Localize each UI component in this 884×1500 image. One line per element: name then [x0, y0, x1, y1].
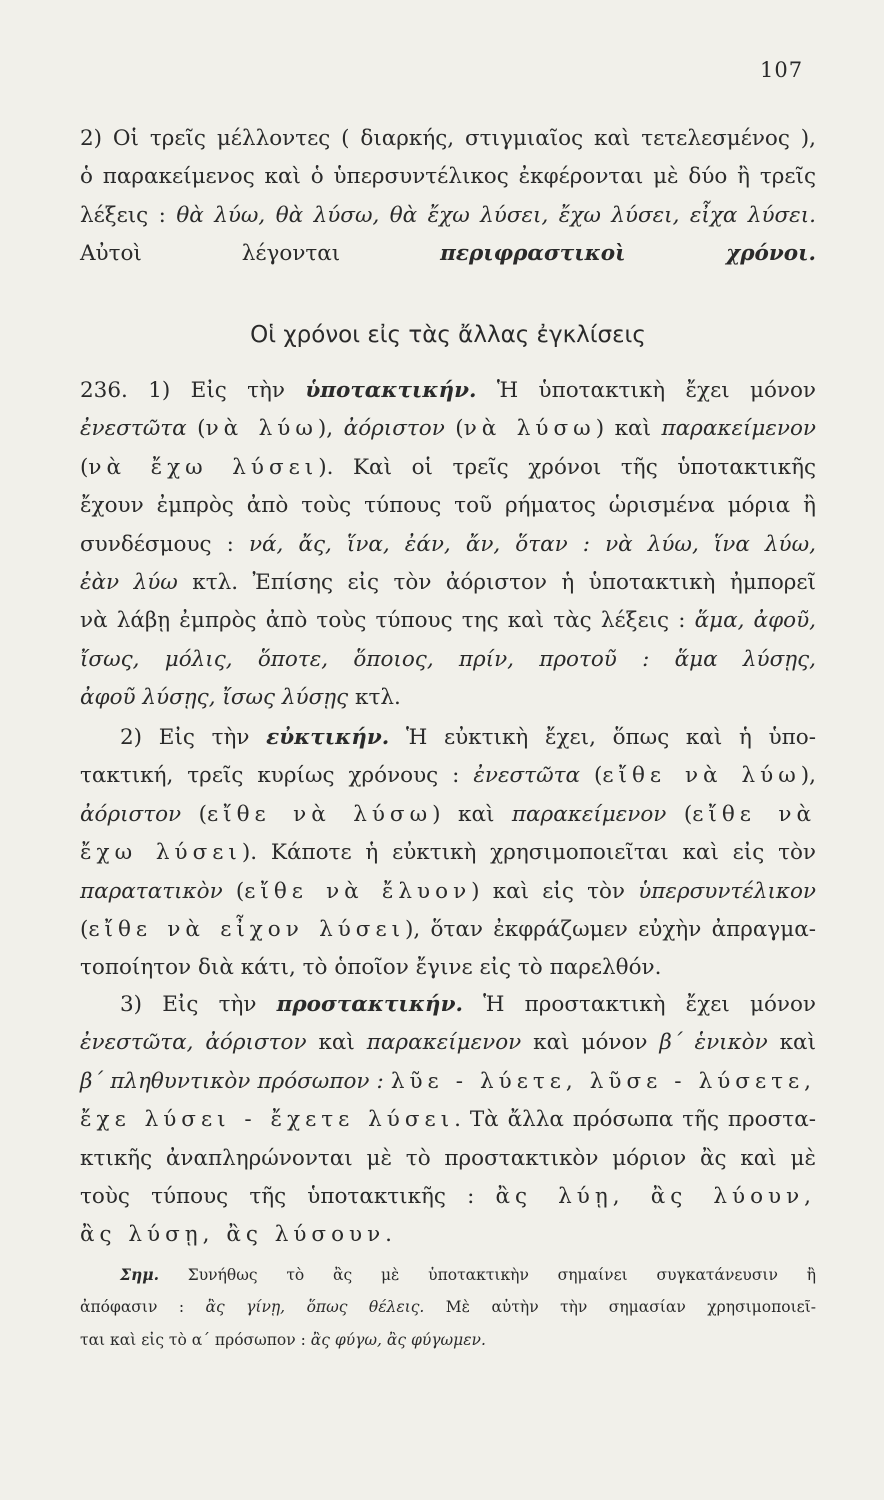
text-run: (	[580, 763, 603, 789]
text-run: 236. 1) Εἰς τὴν	[80, 378, 306, 403]
emphasized-text: παρακείμενον	[366, 1030, 522, 1056]
emphasized-text: ἐὰν λύω	[80, 569, 178, 595]
text-run: συνδέσμους :	[80, 531, 249, 557]
emphasized-text: ἀόριστον	[343, 416, 445, 442]
emphasized-text: νά, ἄς, ἵνα, ἐάν, ἄν, ὅταν : νὰ λύω, ἵνα λύω,	[248, 531, 816, 557]
text-run: τοὺς τύπους τῆς ὑποτακτικῆς :	[80, 1183, 496, 1209]
text-line	[80, 526, 816, 564]
emphasized-text: λῦε - λύετε, λῦσε - λύσετε,	[390, 1068, 816, 1094]
text-line	[80, 757, 816, 795]
emphasized-text: νὰ ἔχω λύσει	[88, 454, 319, 480]
text-line	[80, 1140, 816, 1178]
text-run: ),	[317, 416, 344, 442]
emphasized-text: ἂς φύγω, ἂς φύγωμεν.	[310, 1331, 486, 1349]
emphasized-text: ἐνεστῶτα, ἀόριστον	[80, 1030, 307, 1056]
text-line	[80, 834, 816, 872]
text-line	[80, 679, 816, 717]
text-run: ) καὶ εἰς τὸν	[471, 878, 639, 904]
text-run: ἀπόφασιν :	[80, 1298, 206, 1316]
text-line	[80, 235, 816, 273]
text-run: ) καὶ	[595, 416, 662, 442]
text-line	[80, 1101, 816, 1139]
text-run: ), ὅταν ἐκφράζωμεν εὐχὴν ἀπραγμα-	[405, 916, 816, 942]
emphasized-text: ἔχε λύσει - ἔχετε λύσει	[80, 1107, 455, 1133]
text-run: 2) Εἰς τὴν	[120, 725, 267, 750]
text-run: ),	[800, 763, 816, 789]
emphasized-text: παρακείμενον	[661, 416, 816, 442]
bold-term: περιφραστικοὶ χρόνοι.	[440, 241, 816, 267]
text-line	[80, 986, 816, 1024]
text-line	[80, 1216, 816, 1254]
text-run: τακτική, τρεῖς κυρίως χρόνους :	[80, 763, 474, 789]
text-run: ται καὶ εἰς τὸ α΄ πρόσωπον :	[80, 1331, 311, 1349]
text-line	[80, 158, 816, 196]
emphasized-text: παρακείμενον	[511, 801, 667, 827]
text-run: (	[186, 416, 206, 442]
text-line	[80, 449, 816, 487]
emphasized-text: εἴθε νὰ εἶχον λύσει	[88, 916, 406, 942]
text-line	[80, 410, 816, 448]
emphasized-text: εἴθε νὰ	[692, 801, 816, 827]
text-run: 2) Οἱ τρεῖς μέλλοντες ( διαρκής, στιγμιαῖος καὶ τετελεσμένος ),	[80, 126, 816, 151]
text-run: Συνήθως τὸ ἂς μὲ ὑποτακτικὴν σημαίνει συγκατάνευσιν ἢ	[158, 1266, 816, 1284]
bold-term: προστακτικήν.	[276, 992, 463, 1017]
text-line	[80, 796, 816, 834]
text-line	[80, 564, 816, 602]
paragraph-periphrastic-tenses	[80, 120, 816, 274]
text-run: καὶ μόνον	[521, 1030, 660, 1056]
section-heading: Οἱ χρόνοι εἰς τὰς ἄλλας ἐγκλίσεις	[250, 322, 646, 348]
text-run: (	[444, 416, 464, 442]
text-run: (	[80, 916, 89, 942]
text-line	[80, 602, 816, 640]
emphasized-text: εἴθε νὰ ἔλυον	[244, 878, 472, 904]
emphasized-text: ἂς λύσῃ, ἂς λύσουν.	[80, 1222, 398, 1248]
emphasized-text: ἀφοῦ λύσῃς, ἴσως λύσῃς	[80, 685, 349, 711]
emphasized-text: ἔχω λύσει	[80, 840, 242, 866]
emphasized-text: β΄ ἑνικὸν	[659, 1030, 768, 1056]
emphasized-text: εἴθε νὰ λύσω	[207, 801, 433, 827]
text-line	[80, 1024, 816, 1062]
text-line	[80, 487, 816, 525]
text-run: (	[181, 801, 208, 827]
emphasized-text: παρατατικὸν	[80, 878, 223, 904]
bold-term: Σημ.	[120, 1265, 159, 1284]
text-line	[80, 1291, 816, 1324]
page-number: 107	[760, 58, 804, 82]
text-run: λέξεις :	[80, 202, 177, 228]
text-run: κτλ.	[348, 685, 401, 711]
footnote-remark	[80, 1258, 816, 1357]
text-line	[80, 1178, 816, 1216]
emphasized-text: ἀόριστον	[80, 801, 182, 827]
emphasized-text: νὰ λύω	[205, 416, 318, 442]
emphasized-text: νὰ λύσω	[463, 416, 596, 442]
text-run: ). Καὶ οἱ τρεῖς χρόνοι τῆς ὑποτακτικῆς	[318, 454, 816, 480]
text-run: Ἡ εὐκτικὴ ἔχει, ὅπως καὶ ἡ ὑπο-	[389, 725, 816, 750]
text-run: (	[666, 801, 693, 827]
text-line	[80, 641, 816, 679]
emphasized-text: εἴθε νὰ λύω	[602, 763, 801, 789]
text-line	[80, 372, 816, 410]
paragraph-subjunctive	[80, 372, 816, 718]
text-run: καὶ	[306, 1030, 367, 1056]
emphasized-text: ἐνεστῶτα	[473, 763, 581, 789]
text-line	[80, 873, 816, 911]
paragraph-optative	[80, 719, 816, 988]
text-run: ὁ παρακείμενος καὶ ὁ ὑπερσυντέλικος ἐκφέρονται μὲ δύο ἢ τρεῖς	[80, 164, 816, 190]
paragraph-imperative	[80, 986, 816, 1255]
text-line	[80, 719, 816, 757]
bold-term: ὑποτακτικήν.	[305, 378, 477, 403]
emphasized-text: ἂς γίνῃ, ὅπως θέλεις.	[205, 1298, 425, 1316]
text-run: Ἡ προστακτικὴ ἔχει μόνον	[462, 992, 816, 1017]
emphasized-text: β΄ πληθυντικὸν πρόσωπον :	[80, 1068, 391, 1094]
emphasized-text: θὰ λύω, θὰ λύσω, θὰ ἔχω λύσει, ἔχω λύσει, εἶχα λύσει.	[176, 202, 816, 228]
text-run: κτικῆς ἀναπληρώνονται μὲ τὸ προστακτικὸν μόριον ἂς καὶ μὲ	[80, 1145, 816, 1171]
text-run: ) καὶ	[432, 801, 512, 827]
text-run: ). Κάποτε ἡ εὐκτικὴ χρησιμοποιεῖται καὶ εἰς τὸν	[241, 840, 817, 866]
text-line	[80, 120, 816, 158]
text-run: ἔχουν ἐμπρὸς ἀπὸ τοὺς τύπους τοῦ ρήματος ὡρισμένα μόρια ἢ	[80, 493, 816, 519]
text-line	[80, 1063, 816, 1101]
text-run: Αὐτοὶ λέγονται	[80, 241, 441, 267]
text-line	[80, 197, 816, 235]
text-line	[80, 1324, 816, 1357]
emphasized-text: ἴσως, μόλις, ὅποτε, ὅποιος, πρίν, προτοῦ : ἅμα λύσῃς,	[80, 646, 816, 672]
text-line	[80, 911, 816, 949]
text-line	[80, 949, 816, 987]
text-run: (	[80, 454, 89, 480]
text-run: νὰ λάβῃ ἐμπρὸς ἀπὸ τοὺς τύπους της καὶ τὰς λέξεις :	[80, 608, 695, 634]
text-run: τοποίητον διὰ κάτι, τὸ ὁποῖον ἔγινε εἰς τὸ παρελθόν.	[80, 955, 662, 981]
emphasized-text: ἂς λύῃ, ἂς λύουν,	[495, 1183, 816, 1209]
bold-term: εὐκτικήν.	[266, 725, 390, 750]
emphasized-text: ὑπερσυντέλικον	[638, 878, 816, 904]
emphasized-text: ἐνεστῶτα	[80, 416, 187, 442]
emphasized-text: ἅμα, ἀφοῦ,	[694, 608, 816, 634]
text-run: Μὲ αὐτὴν τὴν σημασίαν χρησιμοποιεῖ-	[424, 1298, 817, 1316]
text-run: . Τὰ ἄλλα πρόσωπα τῆς προστα-	[454, 1107, 816, 1133]
text-run: κτλ. Ἐπίσης εἰς τὸν ἀόριστον ἡ ὑποτακτικὴ ἠμπορεῖ	[177, 569, 816, 595]
text-line	[80, 1258, 816, 1291]
text-run: Ἡ ὑποτακτικὴ ἔχει μόνον	[476, 378, 816, 403]
text-run: (	[222, 878, 245, 904]
text-run: 3) Εἰς τὴν	[120, 992, 277, 1017]
text-run: καὶ	[767, 1030, 816, 1056]
